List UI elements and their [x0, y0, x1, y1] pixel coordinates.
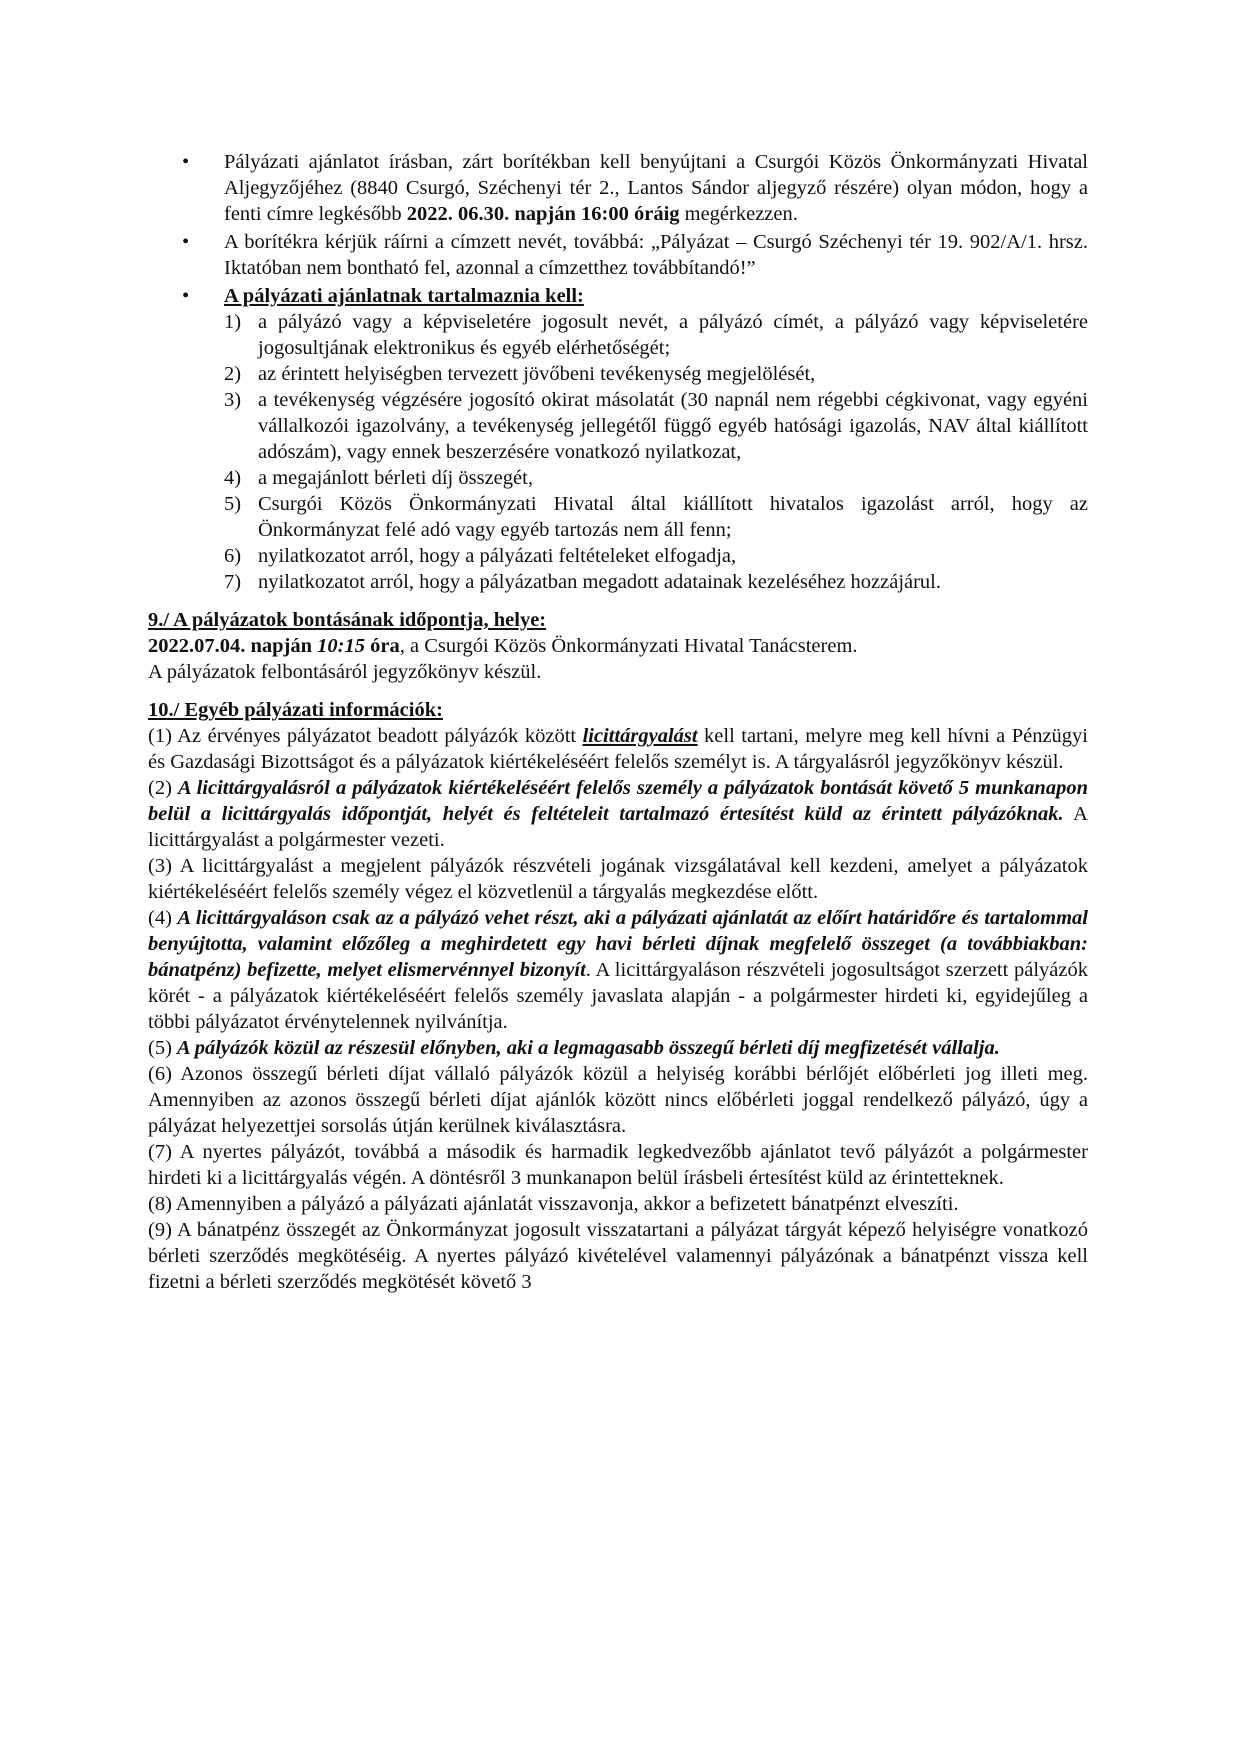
list-item: [148, 309, 1088, 361]
list-text: a tevékenység végzésére jogosító okirat másolatát (30 napnál nem régebbi cégkivonat, vagy egyéni vállalkozói igazolvány, a tevékenység jellegétől függő egyéb hatósági igazolás, NAV által kiállított adószám), vagy ennek beszerzésére vonatkozó nyilatkozat,: [258, 389, 1088, 463]
paragraph-text: (1) Az érvényes pályázatot beadott pályázók között: [148, 725, 583, 747]
paragraph-emphasis: A licittárgyaláson csak az a pályázó vehet részt, aki a pályázati ajánlatát az előírt határidőre és tartalommal benyújtotta, valamint előzőleg a meghirdetett egy havi bérleti díjnak megfelelő összeget (a továbbiakban: bánatpénz) befizette, melyet elismervénnyel bizonyít: [148, 907, 1088, 981]
paragraph-number: (5): [148, 1037, 178, 1059]
section-9-heading: 9./ A pályázatok bontásának időpontja, helye:: [148, 609, 547, 631]
list-item: [148, 491, 1088, 543]
paragraph-4: [148, 905, 1088, 1035]
bullet-icon: •: [182, 151, 190, 173]
list-number: 7): [224, 571, 242, 593]
list-text: a megajánlott bérleti díj összegét,: [258, 467, 533, 489]
paragraph-text: . A licittárgyaláson részvételi jogosultságot szerzett pályázók körét - a pályázatok kiértékeléséért felelős személy javaslata alapján - a polgármester hirdeti ki, egyidejűleg a többi pályázatot érvénytelennek nyilvánítja.: [148, 959, 1088, 1033]
list-item: [148, 361, 1088, 387]
list-item: [148, 387, 1088, 465]
paragraph-text: A licittárgyalást a polgármester vezeti.: [148, 803, 1088, 851]
list-text: a pályázó vagy a képviseletére jogosult nevét, a pályázó címét, a pályázó vagy képviseletére jogosultjának elektronikus és egyéb elérhetőségét;: [258, 311, 1088, 359]
paragraph-6: (6) Azonos összegű bérleti díjat vállaló pályázók közül a helyiség korábbi bérlőjét előbérleti jog illeti meg. Amennyiben az azonos összegű bérleti díjat ajánlók között nincs előbérleti joggal rendelkező pályázó, úgy a pályázat helyezettjei sorsolás útján kerülnek kiválasztásra.: [148, 1063, 1088, 1137]
paragraph-5: [148, 1035, 1088, 1061]
document-body: [148, 149, 1088, 1295]
section-9-opening-line: [148, 633, 1088, 659]
paragraph-text: kell tartani, melyre meg kell hívni a Pénzügyi és Gazdasági Bizottságot és a pályázatok kiértékeléséért felelős személyt is. A tárgyalásról jegyzőkönyv készül.: [148, 725, 1088, 773]
paragraph-number: (2): [148, 777, 178, 799]
paragraph-emphasis: A licittárgyalásról a pályázatok kiértékeléséért felelős személy a pályázatok bontását követő 5 munkanapon belül a licittárgyalás időpontját, helyét és feltételeit tartalmazó értesítést küld az érintett pályázóknak.: [148, 777, 1088, 825]
opening-time: 10:15: [317, 635, 365, 657]
list-number: 6): [224, 545, 242, 567]
deadline: 2022. 06.30. napján 16:00 óráig: [406, 203, 680, 225]
bullet-text: Pályázati ajánlatot írásban, zárt borítékban kell benyújtani a Csurgói Közös Önkormányzati Hivatal Aljegyzőjéhez (8840 Csurgó, Széchenyi tér 2., Lantos Sándor aljegyző részére) olyan módon, hogy a fenti címre legkésőbb: [224, 151, 1088, 225]
bullet-icon: •: [182, 231, 190, 253]
list-text: nyilatkozatot arról, hogy a pályázatban megadott adatainak kezeléséhez hozzájárul.: [258, 571, 942, 593]
list-text: Csurgói Közös Önkormányzati Hivatal által kiállított hivatalos igazolást arról, hogy az Önkormányzat felé adó vagy egyéb tartozás nem áll fenn;: [258, 493, 1088, 541]
bullet-text: A borítékra kérjük ráírni a címzett nevét, továbbá: „Pályázat – Csurgó Széchenyi tér 19. 902/A/1. hrsz. Iktatóban nem bontható fel, azonnal a címzetthez továbbítandó!”: [224, 231, 1088, 279]
bullet-text-end: megérkezzen.: [679, 203, 798, 225]
list-number: 1): [224, 311, 242, 333]
bullet-icon: •: [182, 285, 190, 307]
list-text: nyilatkozatot arról, hogy a pályázati feltételeket elfogadja,: [258, 545, 737, 567]
opening-place: , a Csurgói Közös Önkormányzati Hivatal Tanácsterem.: [399, 635, 858, 657]
list-item: [148, 543, 1088, 569]
list-number: 5): [224, 493, 242, 515]
list-number: 4): [224, 467, 242, 489]
contents-heading: A pályázati ajánlatnak tartalmaznia kell:: [224, 285, 584, 307]
list-number: 2): [224, 363, 242, 385]
section-9-minutes-note: A pályázatok felbontásáról jegyzőkönyv készül.: [148, 661, 542, 683]
paragraph-1: [148, 723, 1088, 775]
opening-date: 2022.07.04.: [148, 635, 246, 657]
paragraph-9: (9) A bánatpénz összegét az Önkormányzat jogosult visszatartani a pályázat tárgyát képező helyiségre vonatkozó bérleti szerződés megkötéséig. A nyertes pályázó kivételével valamennyi pályázónak a bánatpénzt vissza kell fizetni a bérleti szerződés megkötését követő 3: [148, 1219, 1088, 1293]
paragraph-3: (3) A licittárgyalást a megjelent pályázók részvételi jogának vizsgálatával kell kezdeni, amelyet a pályázatok kiértékeléséért felelős személy végez el közvetlenül a tárgyalás megkezdése előtt.: [148, 855, 1088, 903]
paragraph-8: (8) Amennyiben a pályázó a pályázati ajánlatát visszavonja, akkor a befizetett bánatpénzt elveszíti.: [148, 1193, 959, 1215]
section-10-heading: 10./ Egyéb pályázati információk:: [148, 699, 443, 721]
paragraph-2: [148, 775, 1088, 853]
contents-list: [148, 309, 1088, 595]
licittargyalas-term: licittárgyalást: [582, 725, 698, 747]
list-text: az érintett helyiségben tervezett jövőbeni tevékenység megjelölését,: [258, 363, 816, 385]
paragraph-7: (7) A nyertes pályázót, továbbá a második és harmadik legkedvezőbb ajánlatot tevő pályázót a polgármester hirdeti ki a licittárgyalás végén. A döntésről 3 munkanapon belül írásbeli értesítést küld az érintetteknek.: [148, 1141, 1088, 1189]
list-number: 3): [224, 389, 242, 411]
opening-napjan: napján: [245, 635, 318, 657]
paragraph-number: (4): [148, 907, 178, 929]
list-item: [148, 465, 1088, 491]
bullet-item-submission: [148, 149, 1088, 227]
bullet-item-envelope: [148, 229, 1088, 281]
list-item: [148, 569, 1088, 595]
opening-ora: óra: [364, 635, 400, 657]
bullet-item-contents-heading: [148, 283, 1088, 309]
paragraph-emphasis: A pályázók közül az részesül előnyben, aki a legmagasabb összegű bérleti díj megfizetését vállalja.: [177, 1037, 1000, 1059]
